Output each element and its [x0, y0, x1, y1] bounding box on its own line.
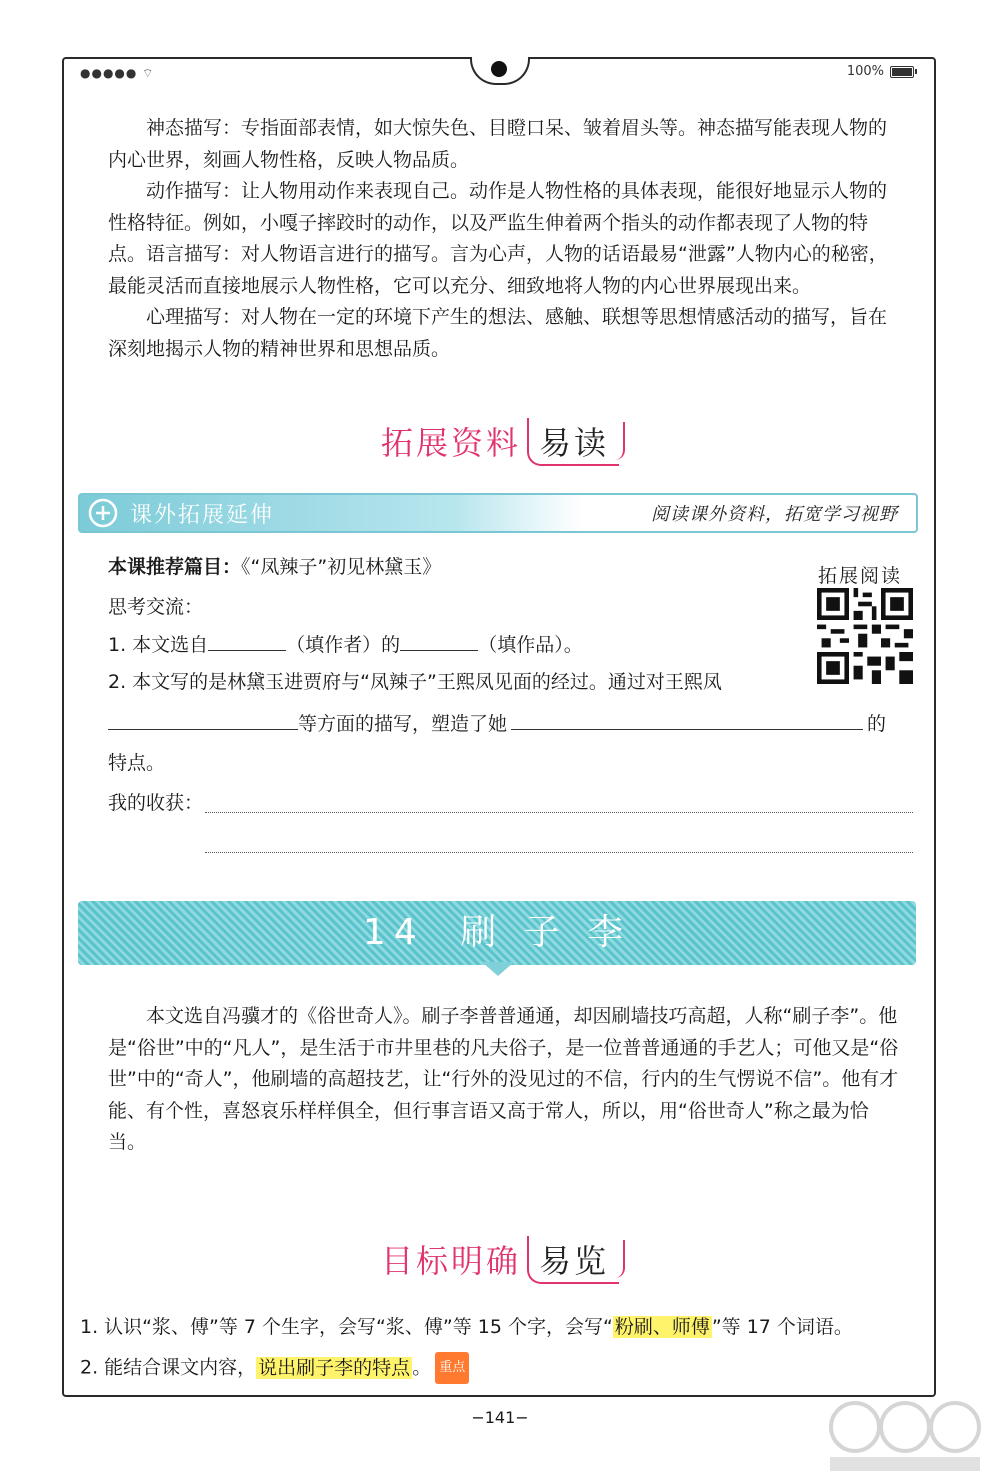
question-2-line3: 特点。	[108, 752, 166, 774]
goal-2-text-a: 2. 能结合课文内容，	[80, 1356, 257, 1379]
section-title-extend	[0, 418, 1000, 466]
q1-text-b: （填作者）的	[286, 634, 401, 656]
extension-title: 课外拓展延伸	[130, 502, 275, 528]
harvest-line-1[interactable]	[205, 812, 913, 813]
goal-2-text-b: 。	[412, 1356, 432, 1379]
battery-percent: 100%	[846, 64, 884, 79]
think-label: 思考交流：	[108, 596, 204, 618]
lesson-title	[78, 903, 916, 963]
para-psychology: 心理描写：对人物在一定的环境下产生的想法、感触、联想等思想情感活动的描写，旨在深刻地揭示人物的精神世界和思想品质。	[108, 306, 888, 360]
lesson-number: 14	[362, 912, 425, 953]
q2-text-mid: 等方面的描写，塑造了她	[298, 713, 508, 735]
harvest-label: 我的收获：	[108, 792, 204, 814]
q2-blank-aspects[interactable]	[108, 709, 298, 730]
goal-2-highlight: 说出刷子李的特点	[258, 1356, 411, 1379]
question-2-line2	[108, 709, 914, 739]
question-1	[108, 630, 583, 660]
lesson-name: 刷 子 李	[460, 912, 632, 953]
goal-1-highlight: 粉刷、师傅	[614, 1316, 710, 1338]
q1-text-c: （填作品）。	[478, 634, 583, 656]
section2-title-text: 目标明确	[380, 1242, 521, 1280]
lesson-intro: 本文选自冯骥才的《俗世奇人》。刷子李普普通通，却因刷墙技巧高超，人称“刷子李”。他是“俗世”中的“凡人”，是生活于市井里巷的凡夫俗子，是一位普普通通的手艺人；可他又是“俗世”中的“奇人”，他刷墙的高超技艺，让“行外的没见过的不信，行内的生气愣说不信”。他有才能、有个性，喜怒哀乐样样俱全，但行事言语又高于常人，所以，用“俗世奇人”称之最为恰当。	[108, 1005, 899, 1153]
watermark-logo-icon	[820, 1397, 990, 1477]
extension-note: 阅读课外资料，拓宽学习视野	[651, 504, 898, 525]
camera-icon	[491, 61, 507, 77]
q1-text-a: 1. 本文选自	[108, 634, 209, 656]
section-title-highlight: 易读	[527, 418, 619, 466]
harvest-line-2[interactable]	[205, 852, 913, 853]
section-title-text: 拓展资料	[380, 424, 521, 462]
section-title-goals	[0, 1236, 1000, 1284]
para-expression: 神态描写：专指面部表情，如大惊失色、目瞪口呆、皱着眉头等。神态描写能表现人物的内心世界，刻画人物性格，反映人物品质。	[108, 117, 888, 171]
page-number: −141−	[471, 1408, 529, 1427]
signal-wifi-icon: ●●●●● ⌔	[80, 66, 155, 80]
q2-blank-traits[interactable]	[511, 709, 863, 730]
qr-code-icon[interactable]	[817, 588, 913, 684]
recommend-line	[108, 552, 441, 582]
question-2-line1: 2. 本文写的是林黛玉进贾府与“凤辣子”王熙凤见面的经过。通过对王熙凤	[108, 671, 722, 693]
para-action: 动作描写：让人物用动作来表现自己。动作是人物性格的具体表现，能很好地显示人物的性格特征。例如，小嘎子摔跤时的动作，以及严监生伸着两个指头的动作都表现了人物的特点。	[108, 180, 888, 265]
battery-icon	[890, 66, 914, 78]
goal-1-text-a: 1. 认识“浆、傅”等 7 个生字，会写“浆、傅”等 15 个字，会写“	[80, 1316, 613, 1338]
para-language: 语言描写：对人物语言进行的描写。言为心声，人物的话语最易“泄露”人物内心的秘密，最能灵活而直接地展示人物性格，它可以充分、细致地将人物的内心世界展现出来。	[108, 243, 888, 297]
key-point-badge: 重点	[435, 1352, 469, 1384]
lesson-banner-tab	[482, 962, 514, 976]
q1-blank-author[interactable]	[208, 630, 286, 651]
status-right	[847, 64, 914, 79]
section2-title-highlight: 易览	[527, 1236, 619, 1284]
extension-banner	[78, 493, 918, 533]
puzzle-icon	[86, 496, 120, 530]
q2-text-end: 的	[867, 713, 887, 735]
goal-2	[80, 1352, 469, 1384]
q1-blank-work[interactable]	[400, 630, 478, 651]
recommend-value: 《“凤辣子”初见林黛玉》	[241, 556, 442, 578]
qr-label: 拓展阅读	[818, 565, 903, 587]
goal-1-text-b: ”等 17 个词语。	[711, 1316, 853, 1338]
recommend-label: 本课推荐篇目：	[108, 556, 242, 578]
goal-1	[80, 1312, 853, 1342]
